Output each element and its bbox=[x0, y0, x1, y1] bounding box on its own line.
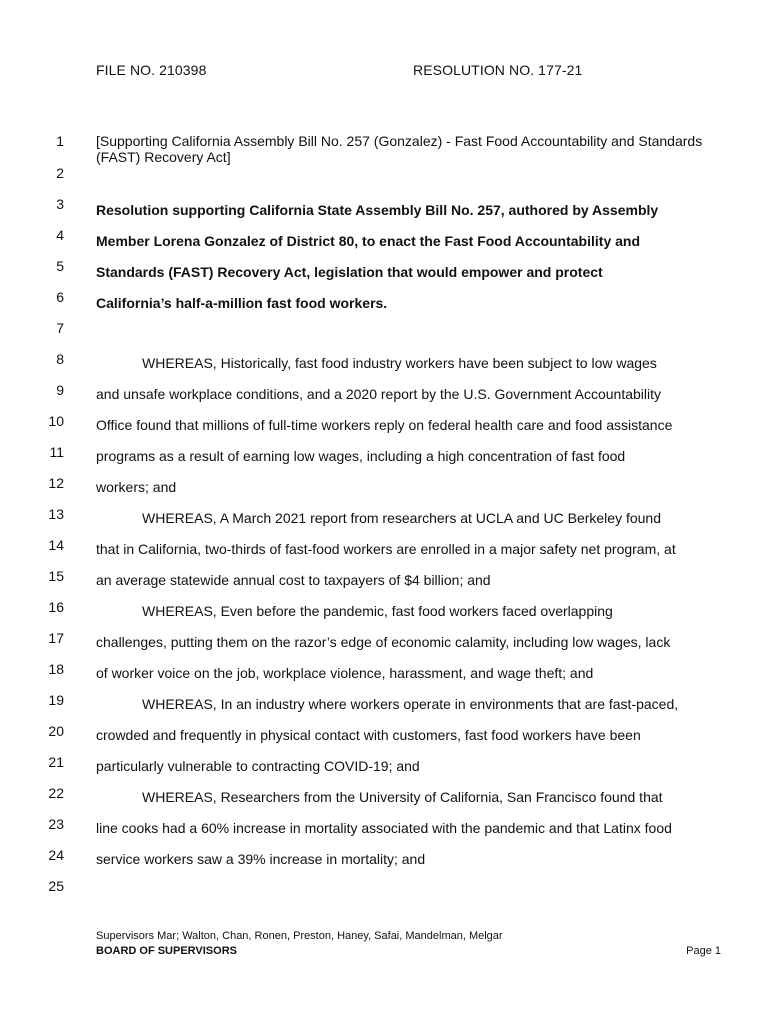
line-number: 25 bbox=[48, 878, 64, 894]
title-line: California’s half-a-million fast food workers. bbox=[96, 295, 388, 311]
line-number-gutter bbox=[0, 0, 70, 1024]
line-number: 14 bbox=[48, 537, 64, 553]
body-line: service workers saw a 39% increase in mortality; and bbox=[96, 851, 426, 867]
sponsors-line: Supervisors Mar; Walton, Chan, Ronen, Preston, Haney, Safai, Mandelman, Melgar bbox=[96, 930, 503, 942]
line-number: 11 bbox=[49, 444, 64, 460]
body-line: and unsafe workplace conditions, and a 2020 report by the U.S. Government Accountability bbox=[96, 386, 662, 402]
line-number: 3 bbox=[56, 196, 64, 212]
body-line: of worker voice on the job, workplace violence, harassment, and wage theft; and bbox=[96, 665, 594, 681]
body-line: WHEREAS, In an industry where workers operate in environments that are fast-paced, bbox=[142, 696, 679, 712]
document-footer bbox=[96, 929, 721, 959]
line-number: 16 bbox=[48, 599, 64, 615]
line-number: 24 bbox=[48, 847, 64, 863]
line-number: 7 bbox=[56, 320, 64, 336]
title-line: Member Lorena Gonzalez of District 80, to enact the Fast Food Accountability and bbox=[96, 233, 641, 249]
body-line: Office found that millions of full-time workers reply on federal health care and food assistance bbox=[96, 417, 673, 433]
line-number: 23 bbox=[48, 816, 64, 832]
line-number: 4 bbox=[56, 227, 64, 243]
title-line: Resolution supporting California State Assembly Bill No. 257, authored by Assembly bbox=[96, 202, 659, 218]
body-line: WHEREAS, A March 2021 report from researchers at UCLA and UC Berkeley found bbox=[142, 510, 662, 526]
title-line: Standards (FAST) Recovery Act, legislation that would empower and protect bbox=[96, 264, 603, 280]
body-line: WHEREAS, Even before the pandemic, fast food workers faced overlapping bbox=[142, 603, 613, 619]
line-number: 22 bbox=[48, 785, 64, 801]
line-number: 15 bbox=[48, 568, 64, 584]
resolution-title bbox=[96, 195, 726, 319]
line-number: 8 bbox=[56, 351, 64, 367]
body-line: programs as a result of earning low wages, including a high concentration of fast food bbox=[96, 448, 626, 464]
resolution-caption: [Supporting California Assembly Bill No. 257 (Gonzalez) - Fast Food Accountability and Standards (FAST) Recovery Act] bbox=[96, 133, 703, 165]
board-label: BOARD OF SUPERVISORS bbox=[96, 945, 237, 957]
line-number: 20 bbox=[48, 723, 64, 739]
body-line: WHEREAS, Historically, fast food industry workers have been subject to low wages bbox=[142, 355, 657, 371]
body-line: challenges, putting them on the razor’s edge of economic calamity, including low wages, lack bbox=[96, 634, 671, 650]
line-number: 21 bbox=[48, 754, 64, 770]
line-number: 10 bbox=[48, 413, 64, 429]
body-line: particularly vulnerable to contracting COVID-19; and bbox=[96, 758, 420, 774]
page-number: Page 1 bbox=[686, 945, 721, 957]
body-line: WHEREAS, Researchers from the University of California, San Francisco found that bbox=[142, 789, 663, 805]
line-number: 5 bbox=[56, 258, 64, 274]
body-line: workers; and bbox=[96, 479, 177, 495]
line-number: 12 bbox=[48, 475, 64, 491]
file-number: FILE NO. 210398 bbox=[96, 62, 207, 78]
body-line: that in California, two-thirds of fast-food workers are enrolled in a major safety net program, at bbox=[96, 541, 676, 557]
line-number: 2 bbox=[56, 165, 64, 181]
resolution-body bbox=[96, 348, 726, 875]
line-number: 9 bbox=[56, 382, 64, 398]
body-line: line cooks had a 60% increase in mortality associated with the pandemic and that Latinx food bbox=[96, 820, 672, 836]
line-number: 19 bbox=[48, 692, 64, 708]
body-line: crowded and frequently in physical contact with customers, fast food workers have been bbox=[96, 727, 641, 743]
line-number: 17 bbox=[48, 630, 64, 646]
line-number: 6 bbox=[56, 289, 64, 305]
resolution-number: RESOLUTION NO. 177-21 bbox=[413, 62, 583, 78]
line-number: 18 bbox=[48, 661, 64, 677]
line-number: 13 bbox=[48, 506, 64, 522]
line-number: 1 bbox=[56, 133, 64, 149]
body-line: an average statewide annual cost to taxpayers of $4 billion; and bbox=[96, 572, 491, 588]
